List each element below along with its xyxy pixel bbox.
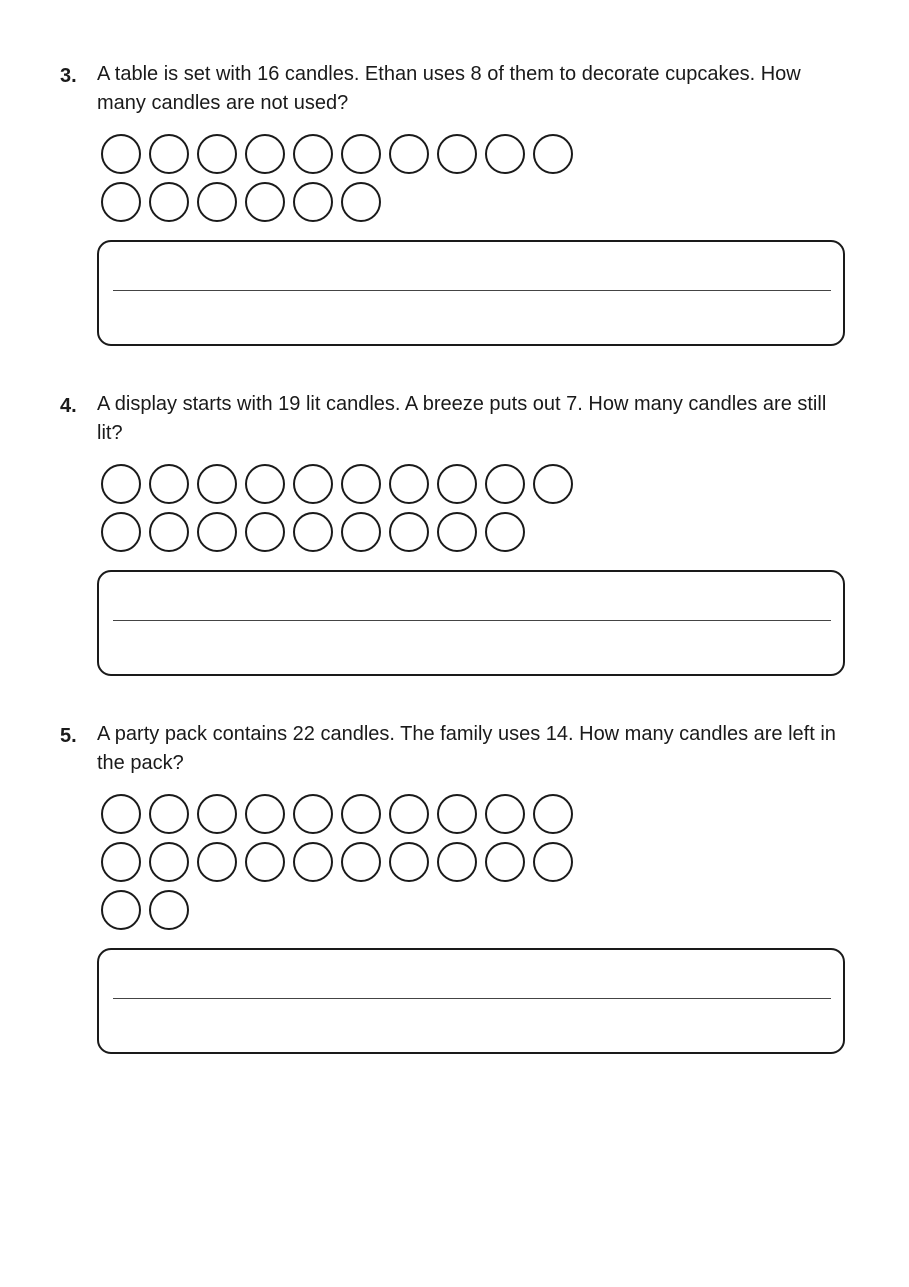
counting-circle xyxy=(533,134,573,174)
counting-circle xyxy=(389,512,429,552)
counting-circles xyxy=(101,134,581,222)
counting-circle xyxy=(293,464,333,504)
counting-circle xyxy=(341,134,381,174)
counting-circle xyxy=(437,464,477,504)
counting-circle xyxy=(341,794,381,834)
counting-circle xyxy=(341,512,381,552)
counting-circle xyxy=(389,464,429,504)
counting-circle xyxy=(197,842,237,882)
question-text: A party pack contains 22 candles. The family uses 14. How many candles are left in the pack? xyxy=(97,723,836,774)
counting-circle xyxy=(485,512,525,552)
counting-circle xyxy=(149,890,189,930)
counting-circle xyxy=(245,794,285,834)
counting-circle xyxy=(197,182,237,222)
counting-circle xyxy=(293,182,333,222)
counting-circle xyxy=(101,890,141,930)
counting-circle xyxy=(485,134,525,174)
counting-circle xyxy=(389,842,429,882)
counting-circle xyxy=(341,182,381,222)
counting-circle xyxy=(245,464,285,504)
question-text: A display starts with 19 lit candles. A breeze puts out 7. How many candles are still lit? xyxy=(97,393,827,444)
counting-circle xyxy=(101,794,141,834)
counting-circle xyxy=(293,134,333,174)
counting-circle xyxy=(437,512,477,552)
counting-circle xyxy=(245,182,285,222)
answer-box[interactable] xyxy=(97,240,845,346)
counting-circle xyxy=(197,512,237,552)
counting-circle xyxy=(149,464,189,504)
question-text: A table is set with 16 candles. Ethan uses 8 of them to decorate cupcakes. How many candles are not used? xyxy=(97,63,801,114)
answer-box[interactable] xyxy=(97,570,845,676)
counting-circle xyxy=(341,464,381,504)
answer-line xyxy=(113,620,831,621)
counting-circle xyxy=(149,794,189,834)
counting-circle xyxy=(341,842,381,882)
question-number: 5. xyxy=(60,725,77,747)
question-number: 4. xyxy=(60,395,77,417)
question-number: 3. xyxy=(60,65,77,87)
counting-circle xyxy=(149,512,189,552)
counting-circle xyxy=(197,134,237,174)
counting-circle xyxy=(149,182,189,222)
counting-circle xyxy=(437,794,477,834)
counting-circle xyxy=(485,842,525,882)
counting-circle xyxy=(197,464,237,504)
counting-circle xyxy=(101,134,141,174)
counting-circle xyxy=(533,842,573,882)
counting-circle xyxy=(485,794,525,834)
counting-circle xyxy=(197,794,237,834)
counting-circles xyxy=(101,794,581,930)
counting-circle xyxy=(293,842,333,882)
answer-line xyxy=(113,998,831,999)
answer-box[interactable] xyxy=(97,948,845,1054)
counting-circle xyxy=(533,794,573,834)
counting-circle xyxy=(101,464,141,504)
answer-line xyxy=(113,290,831,291)
counting-circle xyxy=(293,794,333,834)
counting-circle xyxy=(101,182,141,222)
counting-circle xyxy=(437,134,477,174)
counting-circle xyxy=(149,134,189,174)
counting-circle xyxy=(437,842,477,882)
counting-circle xyxy=(245,134,285,174)
counting-circle xyxy=(389,794,429,834)
counting-circle xyxy=(101,512,141,552)
counting-circle xyxy=(245,842,285,882)
counting-circle xyxy=(293,512,333,552)
counting-circle xyxy=(149,842,189,882)
counting-circle xyxy=(245,512,285,552)
counting-circle xyxy=(533,464,573,504)
counting-circles xyxy=(101,464,581,552)
counting-circle xyxy=(389,134,429,174)
counting-circle xyxy=(485,464,525,504)
counting-circle xyxy=(101,842,141,882)
